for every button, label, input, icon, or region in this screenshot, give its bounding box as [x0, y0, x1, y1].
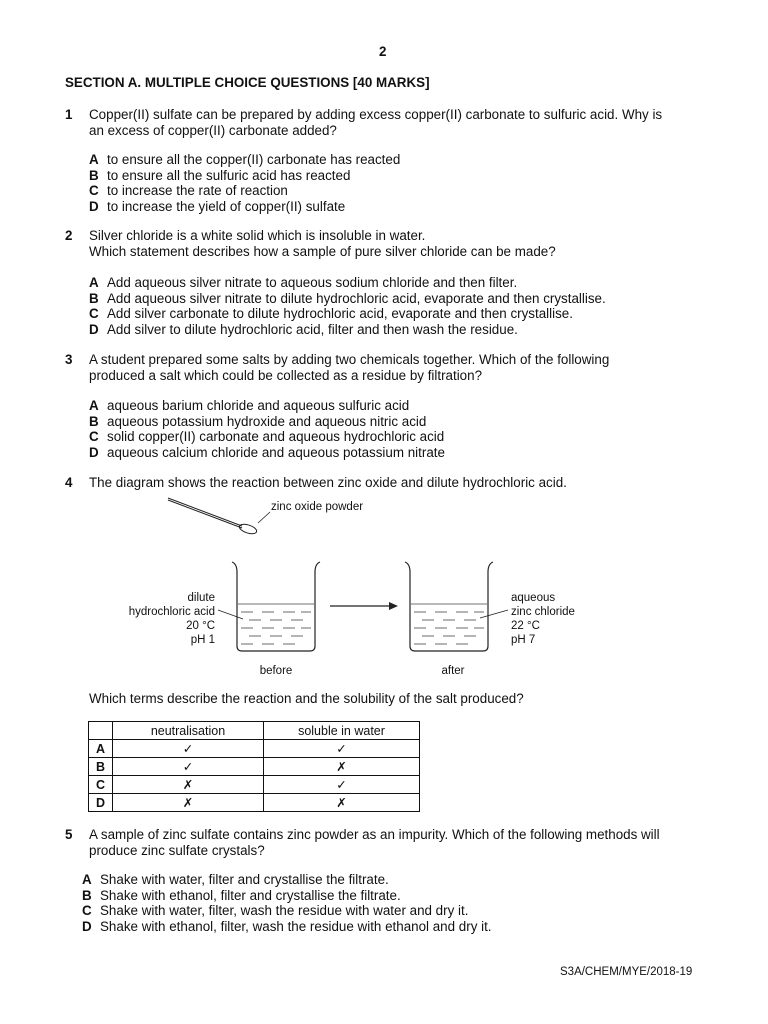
option-a[interactable]: A to ensure all the copper(II) carbonate has reacted [89, 152, 401, 167]
spoon-label: zinc oxide powder [271, 501, 364, 513]
option-a[interactable]: A aqueous barium chloride and aqueous sulfuric acid [89, 398, 410, 413]
question-2-text: Silver chloride is a white solid which is insoluble in water. Which statement describes how a sample of pure silver chloride can be made? [89, 228, 556, 259]
table-row[interactable] [89, 740, 420, 758]
question-3-options [89, 398, 445, 460]
section-title: SECTION A. MULTIPLE CHOICE QUESTIONS [40 MARKS] [65, 75, 430, 90]
page-number: 2 [379, 44, 387, 59]
option-d[interactable]: D aqueous calcium chloride and aqueous potassium nitrate [89, 444, 445, 460]
question-4-number: 4 [65, 475, 73, 490]
question-1-options [89, 152, 400, 214]
neutralisation-cell: ✓ [113, 740, 264, 758]
option-a[interactable]: A Shake with water, filter and crystallise the filtrate. [82, 872, 389, 887]
neutralisation-cell: ✓ [113, 758, 264, 776]
question-1-number: 1 [65, 107, 73, 122]
solubility-cell: ✗ [264, 758, 420, 776]
table-row[interactable] [89, 758, 420, 776]
left-label-line-2: hydrochloric acid [128, 606, 215, 618]
table-header-row [89, 722, 420, 740]
solubility-cell: ✓ [264, 776, 420, 794]
table-row[interactable] [89, 776, 420, 794]
left-label-line-4: pH 1 [190, 634, 215, 646]
row-label: B [89, 758, 113, 776]
question-4-text: The diagram shows the reaction between zinc oxide and dilute hydrochloric acid. [89, 475, 567, 490]
option-c[interactable]: C to increase the rate of reaction [89, 183, 288, 198]
solubility-cell: ✗ [264, 794, 420, 812]
question-2-number: 2 [65, 228, 73, 243]
option-c[interactable]: C Shake with water, filter, wash the residue with water and dry it. [82, 903, 469, 918]
row-label: A [89, 740, 113, 758]
option-b[interactable]: B aqueous potassium hydroxide and aqueous nitric acid [89, 413, 427, 429]
option-a[interactable]: A Add aqueous silver nitrate to aqueous sodium chloride and then filter. [89, 275, 518, 290]
footer-code: S3A/CHEM/MYE/2018-19 [560, 966, 693, 978]
table-header-cell: neutralisation [113, 722, 264, 740]
solubility-cell: ✓ [264, 740, 420, 758]
question-3-text: A student prepared some salts by adding two chemicals together. Which of the following produced a salt which could be collected as a residue by filtration? [89, 352, 610, 383]
table-header-cell: soluble in water [264, 722, 420, 740]
option-d[interactable]: D Shake with ethanol, filter, wash the residue with ethanol and dry it. [82, 918, 492, 934]
question-5-text: A sample of zinc sulfate contains zinc powder as an impurity. Which of the following methods will produce zinc sulfate crystals? [89, 827, 660, 858]
right-label-line-4: pH 7 [511, 634, 536, 646]
answer-table [88, 721, 420, 812]
option-d[interactable]: D to increase the yield of copper(II) sulfate [89, 198, 346, 214]
spatula-icon [168, 498, 258, 536]
reaction-diagram [0, 490, 768, 690]
liquid-after [411, 604, 487, 644]
option-b[interactable]: B Shake with ethanol, filter and crystallise the filtrate. [82, 887, 401, 903]
right-label-line-1: aqueous [511, 592, 556, 604]
neutralisation-cell: ✗ [113, 776, 264, 794]
question-1-text: Copper(II) sulfate can be prepared by adding excess copper(II) carbonate to sulfuric acid. Why is an excess of copper(II) carbonate added? [89, 107, 663, 138]
option-b[interactable]: B to ensure all the sulfuric acid has reacted [89, 167, 351, 183]
table-row[interactable] [89, 794, 420, 812]
option-c[interactable]: C solid copper(II) carbonate and aqueous hydrochloric acid [89, 429, 445, 444]
question-4-prompt: Which terms describe the reaction and the solubility of the salt produced? [89, 691, 524, 706]
question-2-options [89, 275, 606, 337]
right-label-line-3: 22 °C [511, 620, 540, 632]
left-label-line-1: dilute [187, 592, 215, 604]
option-c[interactable]: C Add silver carbonate to dilute hydrochloric acid, evaporate and then crystallise. [89, 306, 573, 321]
before-label: before [259, 665, 293, 677]
beaker-after [405, 562, 493, 651]
left-label-line-3: 20 °C [186, 620, 215, 632]
question-3-number: 3 [65, 352, 73, 367]
beaker-before [232, 562, 320, 651]
row-label: C [89, 776, 113, 794]
question-5-options [82, 872, 492, 934]
table-header-cell [89, 722, 113, 740]
right-label-line-2: zinc chloride [511, 606, 575, 618]
option-b[interactable]: B Add aqueous silver nitrate to dilute hydrochloric acid, evaporate and then crystallise. [89, 290, 606, 306]
arrow-right-icon [330, 602, 398, 610]
option-d[interactable]: D Add silver to dilute hydrochloric acid, filter and then wash the residue. [89, 321, 518, 337]
question-5-number: 5 [65, 827, 73, 842]
liquid-before [238, 604, 314, 644]
after-label: after [441, 665, 465, 677]
neutralisation-cell: ✗ [113, 794, 264, 812]
row-label: D [89, 794, 113, 812]
